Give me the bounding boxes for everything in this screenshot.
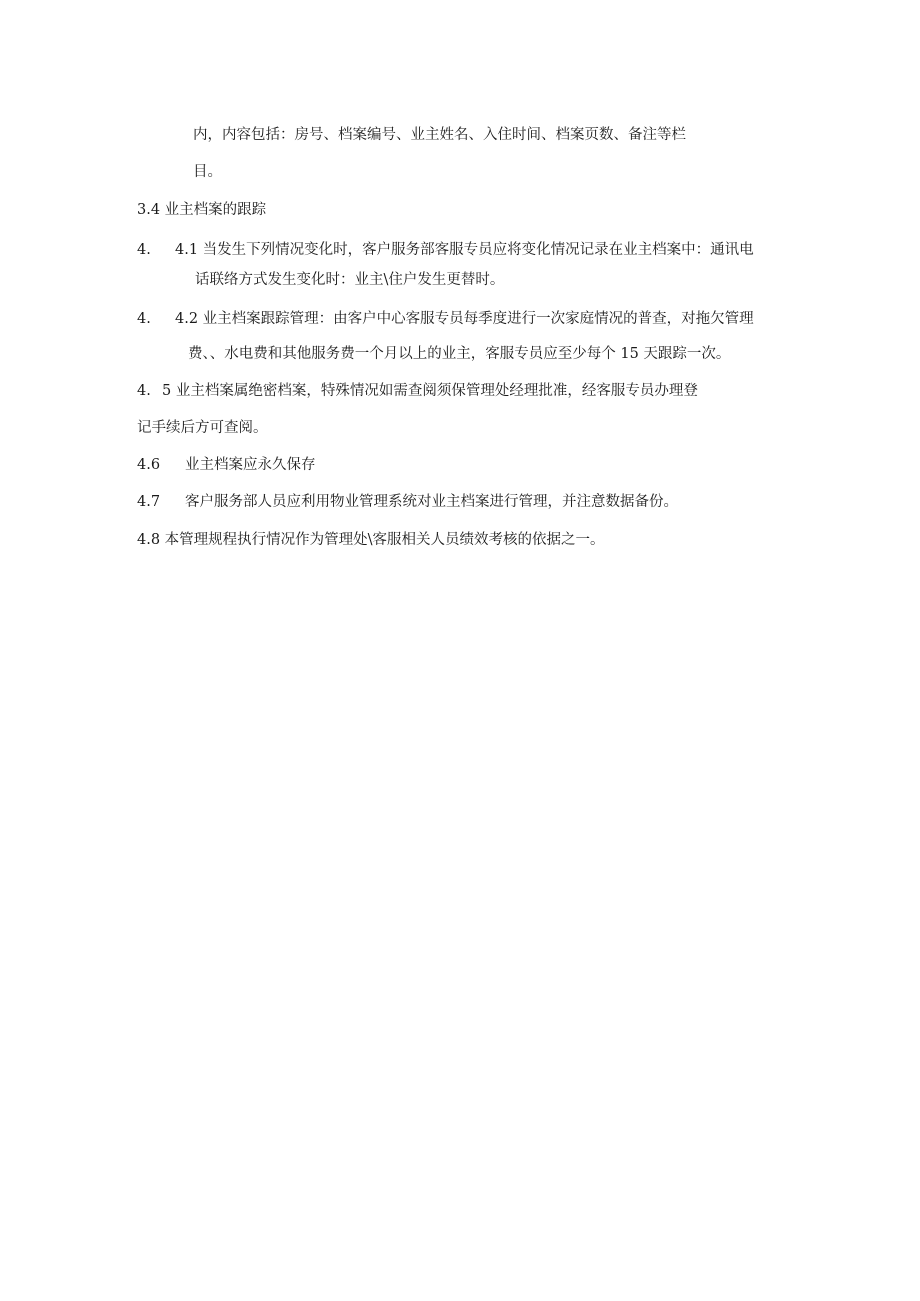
line-number: 4.7 [137, 494, 161, 510]
line-number: 4. [137, 383, 151, 399]
line-text: 4.1 当发生下列情况变化时，客户服务部客服专员应将变化情况记录在业主档案中：通讯电 [175, 242, 754, 258]
line-number: 4. [137, 242, 151, 258]
section-heading-3-4 [137, 203, 266, 218]
text-line-4-5-cont [137, 421, 268, 436]
line-text: 记手续后方可查阅。 [137, 420, 268, 436]
text-line-4-7 [137, 495, 678, 510]
line-text: 5 业主档案属绝密档案，特殊情况如需查阅须保管理处经理批准，经客服专员办理登 [162, 383, 698, 399]
line-number: 4.6 [137, 457, 161, 473]
line-text: 4.2 业主档案跟踪管理：由客户中心客服专员每季度进行一次家庭情况的普查，对拖欠管理 [175, 311, 754, 327]
line-text: 客户服务部人员应利用物业管理系统对业主档案进行管理，并注意数据备份。 [185, 494, 678, 510]
text-line-4-5 [137, 384, 698, 399]
text-line-1 [193, 128, 686, 143]
line-text: 业主档案应永久保存 [185, 457, 316, 473]
line-text: 目。 [193, 164, 222, 180]
text-line-4-4-2 [137, 312, 754, 327]
text-line-4-4-1 [137, 243, 754, 258]
line-text: 费、、水电费和其他服务费一个月以上的业主，客服专员应至少每个 15 天跟踪一次。 [188, 346, 731, 362]
line-text: 内，内容包括：房号、档案编号、业主姓名、入住时间、档案页数、备注等栏 [193, 127, 686, 143]
text-line-4-4-2-cont [188, 347, 730, 362]
line-text: 4.8 本管理规程执行情况作为管理处\客服相关人员绩效考核的依据之一。 [137, 532, 605, 548]
line-text: 3.4 业主档案的跟踪 [137, 202, 267, 218]
text-line-4-6 [137, 458, 316, 473]
line-number: 4. [137, 311, 151, 327]
line-text: 话联络方式发生变化时：业主\住户发生更替时。 [195, 272, 505, 288]
text-line-4-8 [137, 533, 605, 548]
text-line-2 [193, 165, 222, 180]
text-line-4-4-1-cont [195, 273, 504, 288]
